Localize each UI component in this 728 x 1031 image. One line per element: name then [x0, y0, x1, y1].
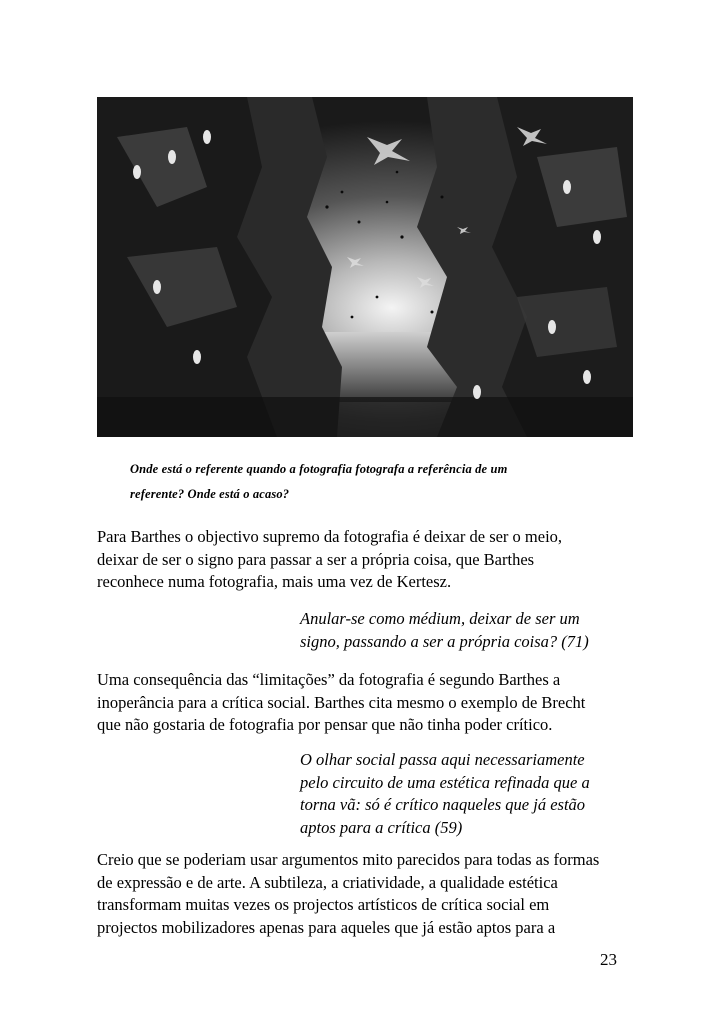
block-quote-59: [300, 749, 630, 839]
text-line: reconhece numa fotografia, mais uma vez de Kertesz.: [97, 572, 452, 591]
text-line: Uma consequência das “limitações” da fotografia é segundo Barthes a: [97, 670, 561, 689]
quote-line: pelo circuito de uma estética refinada que a: [300, 772, 590, 792]
paragraph-social-critique: [97, 669, 637, 737]
text-line: inoperância para a crítica social. Barthes cita mesmo o exemplo de Brecht: [97, 692, 586, 712]
text-line: que não gostaria de fotografia por pensar que não tinha poder crítico.: [97, 715, 553, 734]
paragraph-barthes-objective: [97, 526, 637, 594]
caption-line: referente? Onde está o acaso?: [130, 487, 290, 501]
paragraph-art-forms: [97, 849, 637, 939]
text-line: projectos mobilizadores apenas para aqueles que já estão aptos para a: [97, 917, 556, 937]
figure-caption: [130, 457, 600, 507]
page-number: 23: [600, 950, 617, 969]
quote-line: aptos para a crítica (59): [300, 817, 463, 837]
caption-line: Onde está o referente quando a fotografia fotografa a referência de um: [130, 462, 508, 476]
quote-line: torna vã: só é crítico naqueles que já estão: [300, 795, 586, 814]
text-line: transformam muitas vezes os projectos artísticos de crítica social em: [97, 895, 550, 914]
quote-line: Anular-se como médium, deixar de ser um: [300, 609, 580, 628]
seabird-cliffs-photo: [97, 97, 633, 437]
text-line: Creio que se poderiam usar argumentos mito parecidos para todas as formas: [97, 850, 600, 869]
text-line: Para Barthes o objectivo supremo da fotografia é deixar de ser o meio,: [97, 527, 563, 546]
quote-line: O olhar social passa aqui necessariamente: [300, 750, 585, 769]
text-line: deixar de ser o signo para passar a ser a própria coisa, que Barthes: [97, 549, 535, 569]
block-quote-71: [300, 608, 630, 653]
text-line: de expressão e de arte. A subtileza, a criatividade, a qualidade estética: [97, 872, 558, 892]
quote-line: signo, passando a ser a própria coisa? (71): [300, 631, 589, 651]
